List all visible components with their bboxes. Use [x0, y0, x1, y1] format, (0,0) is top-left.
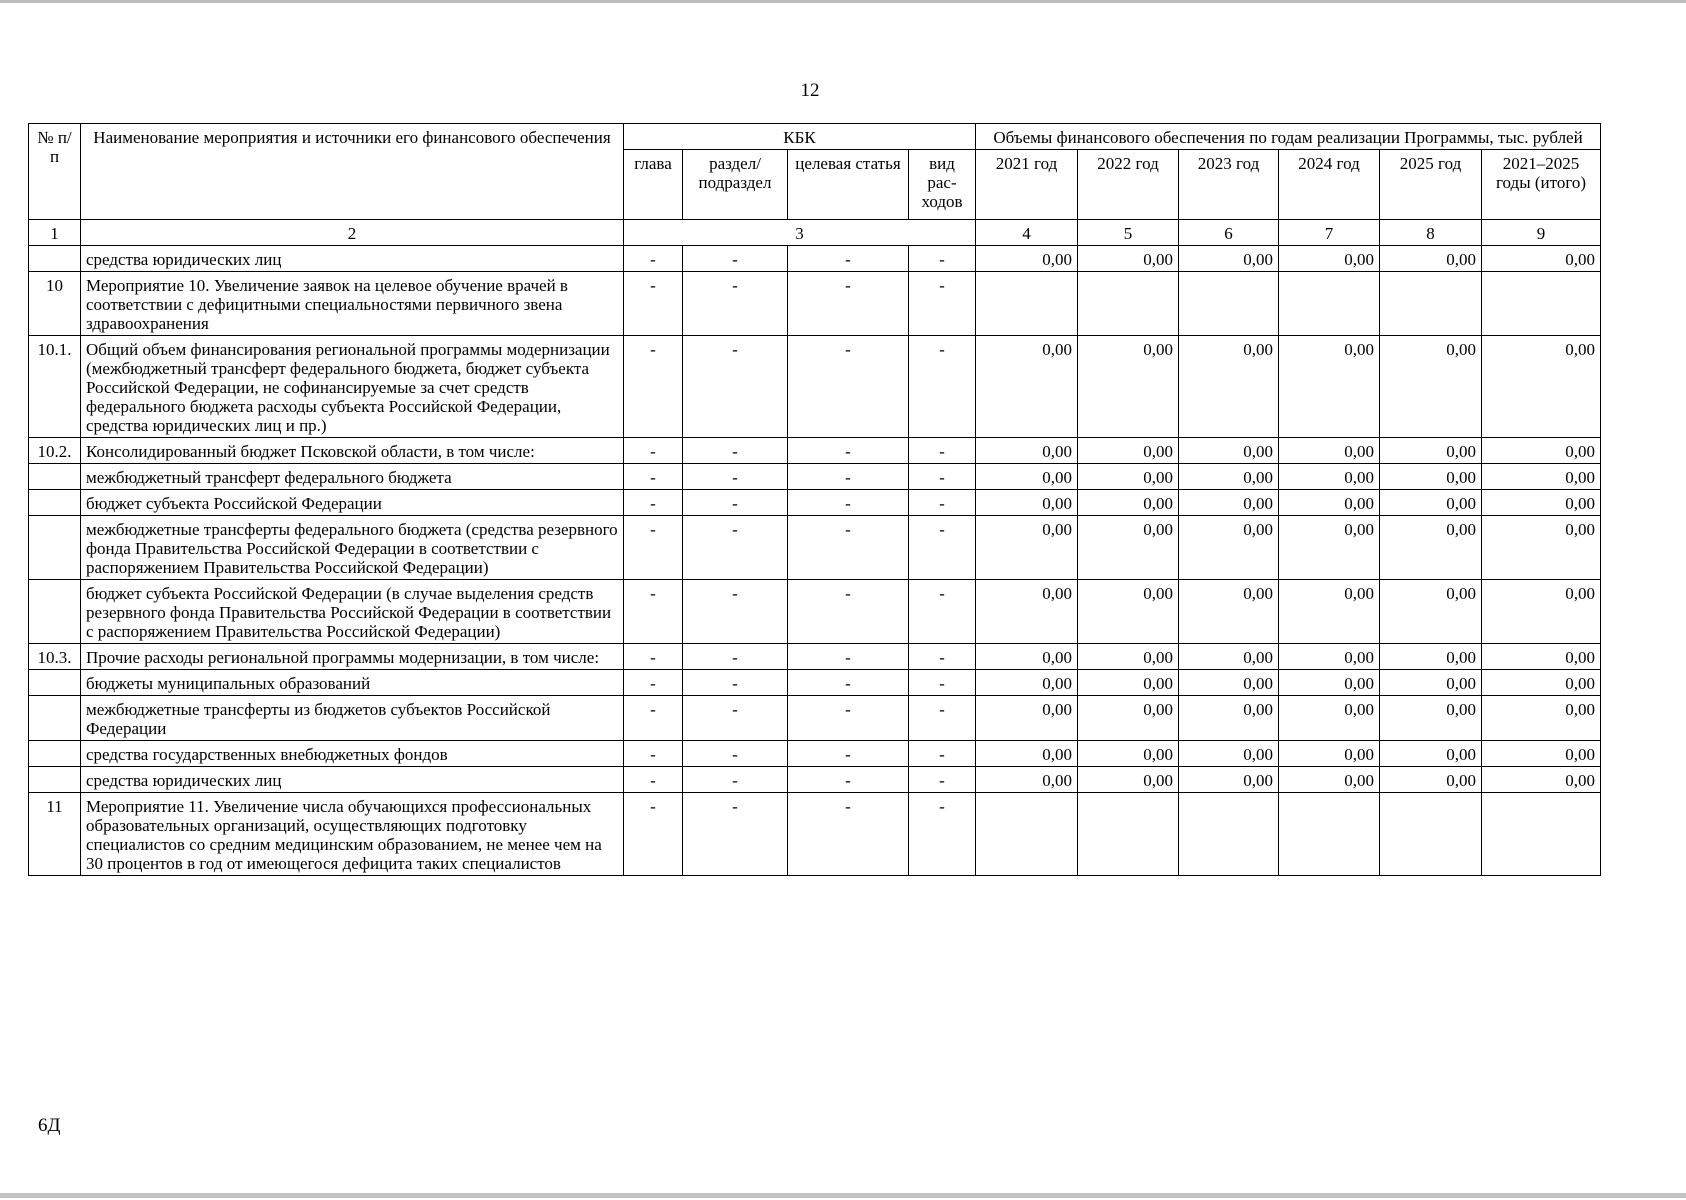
row-amount: 0,00	[1279, 696, 1380, 741]
row-amount	[1078, 793, 1179, 876]
row-number	[29, 580, 81, 644]
table-row	[29, 741, 1601, 767]
row-amount: 0,00	[1179, 741, 1279, 767]
row-number	[29, 464, 81, 490]
row-kbk-value: -	[909, 490, 976, 516]
col-number: 4	[976, 220, 1078, 246]
header-kbk-vid: вид рас- ходов	[909, 150, 976, 220]
row-amount: 0,00	[1279, 670, 1380, 696]
row-number: 10	[29, 272, 81, 336]
row-amount: 0,00	[1279, 644, 1380, 670]
financing-table	[28, 123, 1601, 876]
row-name: бюджет субъекта Российской Федерации	[81, 490, 624, 516]
row-amount: 0,00	[976, 644, 1078, 670]
row-amount: 0,00	[976, 580, 1078, 644]
row-kbk-value: -	[683, 336, 788, 438]
row-amount: 0,00	[1482, 246, 1601, 272]
row-kbk-value: -	[788, 580, 909, 644]
row-name: средства юридических лиц	[81, 246, 624, 272]
table-row	[29, 580, 1601, 644]
row-kbk-value: -	[624, 272, 683, 336]
table-row	[29, 516, 1601, 580]
header-row-1	[29, 124, 1601, 150]
row-amount: 0,00	[1279, 580, 1380, 644]
row-amount	[1380, 793, 1482, 876]
row-kbk-value: -	[683, 741, 788, 767]
row-number: 10.2.	[29, 438, 81, 464]
row-kbk-value: -	[909, 438, 976, 464]
row-amount: 0,00	[1078, 336, 1179, 438]
table-row	[29, 246, 1601, 272]
row-amount: 0,00	[1179, 246, 1279, 272]
row-amount: 0,00	[1482, 580, 1601, 644]
row-name: Общий объем финансирования региональной программы модернизации (межбюджетный трансферт федерального бюджета, бюджет субъекта Российской Федерации, не софинансируемые за счет средств федерального бюджета расходы субъекта Российской Федерации, средства юридических лиц и пр.)	[81, 336, 624, 438]
row-amount	[1482, 272, 1601, 336]
row-kbk-value: -	[624, 793, 683, 876]
row-amount: 0,00	[1179, 464, 1279, 490]
row-amount: 0,00	[1279, 246, 1380, 272]
row-amount: 0,00	[1078, 490, 1179, 516]
row-amount: 0,00	[1380, 490, 1482, 516]
row-amount: 0,00	[1380, 696, 1482, 741]
row-kbk-value: -	[909, 741, 976, 767]
row-kbk-value: -	[624, 767, 683, 793]
row-amount: 0,00	[1380, 767, 1482, 793]
row-name: межбюджетные трансферты федерального бюджета (средства резервного фонда Правительства Российской Федерации в соответствии с распоряжением Правительства Российской Федерации)	[81, 516, 624, 580]
row-amount: 0,00	[1279, 490, 1380, 516]
row-amount: 0,00	[1482, 464, 1601, 490]
row-amount: 0,00	[1078, 644, 1179, 670]
row-amount: 0,00	[1179, 438, 1279, 464]
row-amount	[1179, 793, 1279, 876]
row-number	[29, 767, 81, 793]
scan-edge-bottom	[0, 1193, 1686, 1198]
row-amount: 0,00	[1179, 336, 1279, 438]
header-kbk-razdel: раздел/ подраздел	[683, 150, 788, 220]
table-body	[29, 246, 1601, 876]
table-row	[29, 464, 1601, 490]
row-name: Мероприятие 10. Увеличение заявок на целевое обучение врачей в соответствии с дефицитными специальностями первичного звена здравоохранения	[81, 272, 624, 336]
row-name: Мероприятие 11. Увеличение числа обучающихся профессиональных образовательных организаций, осуществляющих подготовку специалистов со средним медицинским образованием, не менее чем на 30 процентов в год от имеющегося дефицита таких специалистов	[81, 793, 624, 876]
row-amount: 0,00	[1279, 741, 1380, 767]
footer-code: 6Д	[38, 1115, 61, 1136]
row-kbk-value: -	[788, 490, 909, 516]
header-col-no: № п/п	[29, 124, 81, 220]
scan-edge-top	[0, 0, 1686, 3]
row-number	[29, 670, 81, 696]
row-amount: 0,00	[976, 246, 1078, 272]
row-kbk-value: -	[909, 644, 976, 670]
row-kbk-value: -	[788, 670, 909, 696]
row-amount: 0,00	[1078, 767, 1179, 793]
row-kbk-value: -	[624, 490, 683, 516]
header-year-2021: 2021 год	[976, 150, 1078, 220]
row-amount: 0,00	[976, 438, 1078, 464]
row-kbk-value: -	[909, 246, 976, 272]
row-kbk-value: -	[683, 516, 788, 580]
row-amount: 0,00	[1179, 580, 1279, 644]
row-kbk-value: -	[683, 793, 788, 876]
row-kbk-value: -	[909, 793, 976, 876]
row-amount: 0,00	[1482, 767, 1601, 793]
header-year-total: 2021–2025 годы (итого)	[1482, 150, 1601, 220]
row-kbk-value: -	[624, 670, 683, 696]
row-name: межбюджетный трансферт федерального бюджета	[81, 464, 624, 490]
col-number: 5	[1078, 220, 1179, 246]
row-amount: 0,00	[1482, 696, 1601, 741]
col-number: 6	[1179, 220, 1279, 246]
row-amount: 0,00	[1279, 516, 1380, 580]
table-row	[29, 793, 1601, 876]
row-amount: 0,00	[1179, 670, 1279, 696]
row-amount: 0,00	[1482, 336, 1601, 438]
row-amount: 0,00	[976, 767, 1078, 793]
header-kbk: КБК	[624, 124, 976, 150]
row-name: Консолидированный бюджет Псковской области, в том числе:	[81, 438, 624, 464]
row-amount: 0,00	[1078, 670, 1179, 696]
row-amount: 0,00	[976, 516, 1078, 580]
row-kbk-value: -	[683, 490, 788, 516]
table-row	[29, 438, 1601, 464]
row-amount: 0,00	[1078, 516, 1179, 580]
row-kbk-value: -	[624, 246, 683, 272]
row-kbk-value: -	[683, 464, 788, 490]
header-year-2023: 2023 год	[1179, 150, 1279, 220]
row-amount	[1380, 272, 1482, 336]
row-amount: 0,00	[1482, 741, 1601, 767]
row-kbk-value: -	[624, 464, 683, 490]
row-amount: 0,00	[1078, 696, 1179, 741]
row-kbk-value: -	[788, 793, 909, 876]
row-amount: 0,00	[1078, 246, 1179, 272]
row-kbk-value: -	[788, 464, 909, 490]
row-amount: 0,00	[1078, 741, 1179, 767]
row-amount: 0,00	[1482, 438, 1601, 464]
row-kbk-value: -	[624, 696, 683, 741]
row-amount: 0,00	[1380, 741, 1482, 767]
row-kbk-value: -	[624, 580, 683, 644]
row-number	[29, 696, 81, 741]
row-amount: 0,00	[1380, 246, 1482, 272]
header-col-name: Наименование мероприятия и источники его финансового обеспечения	[81, 124, 624, 220]
row-amount: 0,00	[1179, 696, 1279, 741]
col-number: 3	[624, 220, 976, 246]
col-number: 8	[1380, 220, 1482, 246]
row-amount: 0,00	[1380, 438, 1482, 464]
row-number	[29, 516, 81, 580]
header-year-2024: 2024 год	[1279, 150, 1380, 220]
row-kbk-value: -	[683, 438, 788, 464]
row-amount	[1279, 272, 1380, 336]
row-amount: 0,00	[1279, 464, 1380, 490]
row-number: 10.1.	[29, 336, 81, 438]
row-amount: 0,00	[1279, 767, 1380, 793]
header-kbk-statya: целевая статья	[788, 150, 909, 220]
header-column-numbers	[29, 220, 1601, 246]
row-number: 11	[29, 793, 81, 876]
row-amount: 0,00	[1179, 490, 1279, 516]
row-kbk-value: -	[624, 644, 683, 670]
row-kbk-value: -	[788, 741, 909, 767]
row-amount: 0,00	[1482, 670, 1601, 696]
row-amount: 0,00	[1179, 767, 1279, 793]
row-amount: 0,00	[1380, 580, 1482, 644]
row-kbk-value: -	[683, 246, 788, 272]
row-kbk-value: -	[683, 580, 788, 644]
row-kbk-value: -	[788, 438, 909, 464]
row-amount: 0,00	[1482, 516, 1601, 580]
row-kbk-value: -	[683, 644, 788, 670]
row-amount: 0,00	[976, 464, 1078, 490]
row-kbk-value: -	[683, 670, 788, 696]
row-kbk-value: -	[909, 670, 976, 696]
row-name: средства государственных внебюджетных фондов	[81, 741, 624, 767]
row-amount: 0,00	[1380, 336, 1482, 438]
row-amount: 0,00	[1179, 644, 1279, 670]
row-kbk-value: -	[909, 580, 976, 644]
row-amount: 0,00	[1482, 490, 1601, 516]
row-amount: 0,00	[1279, 438, 1380, 464]
row-kbk-value: -	[624, 516, 683, 580]
row-amount: 0,00	[1078, 464, 1179, 490]
row-amount: 0,00	[1482, 644, 1601, 670]
row-amount: 0,00	[976, 741, 1078, 767]
row-number: 10.3.	[29, 644, 81, 670]
row-amount: 0,00	[1380, 670, 1482, 696]
row-kbk-value: -	[909, 696, 976, 741]
row-kbk-value: -	[909, 767, 976, 793]
row-kbk-value: -	[683, 696, 788, 741]
row-kbk-value: -	[909, 336, 976, 438]
row-kbk-value: -	[788, 246, 909, 272]
row-amount	[1279, 793, 1380, 876]
row-name: Прочие расходы региональной программы модернизации, в том числе:	[81, 644, 624, 670]
page-number: 12	[800, 80, 820, 101]
row-amount: 0,00	[1380, 644, 1482, 670]
row-number	[29, 741, 81, 767]
table-row	[29, 644, 1601, 670]
table-row	[29, 696, 1601, 741]
row-kbk-value: -	[788, 516, 909, 580]
row-amount: 0,00	[1279, 336, 1380, 438]
row-amount	[1482, 793, 1601, 876]
col-number: 7	[1279, 220, 1380, 246]
row-kbk-value: -	[624, 336, 683, 438]
row-kbk-value: -	[788, 644, 909, 670]
row-amount	[1179, 272, 1279, 336]
row-kbk-value: -	[788, 696, 909, 741]
table-row	[29, 336, 1601, 438]
col-number: 2	[81, 220, 624, 246]
row-kbk-value: -	[624, 438, 683, 464]
col-number: 1	[29, 220, 81, 246]
row-name: бюджеты муниципальных образований	[81, 670, 624, 696]
row-name: бюджет субъекта Российской Федерации (в случае выделения средств резервного фонда Правительства Российской Федерации в соответствии с распоряжением Правительства Российской Федерации)	[81, 580, 624, 644]
row-kbk-value: -	[683, 767, 788, 793]
header-year-2025: 2025 год	[1380, 150, 1482, 220]
col-number: 9	[1482, 220, 1601, 246]
table-row	[29, 670, 1601, 696]
row-kbk-value: -	[788, 272, 909, 336]
row-kbk-value: -	[683, 272, 788, 336]
row-name: межбюджетные трансферты из бюджетов субъектов Российской Федерации	[81, 696, 624, 741]
row-amount: 0,00	[976, 490, 1078, 516]
row-number	[29, 490, 81, 516]
row-amount: 0,00	[1179, 516, 1279, 580]
row-kbk-value: -	[909, 464, 976, 490]
row-name: средства юридических лиц	[81, 767, 624, 793]
row-amount: 0,00	[1078, 438, 1179, 464]
row-kbk-value: -	[788, 336, 909, 438]
row-amount	[1078, 272, 1179, 336]
table-row	[29, 767, 1601, 793]
row-amount: 0,00	[976, 696, 1078, 741]
row-amount: 0,00	[1380, 516, 1482, 580]
row-kbk-value: -	[788, 767, 909, 793]
row-amount: 0,00	[1078, 580, 1179, 644]
header-kbk-glava: глава	[624, 150, 683, 220]
row-amount: 0,00	[1380, 464, 1482, 490]
row-amount	[976, 272, 1078, 336]
row-amount: 0,00	[976, 670, 1078, 696]
row-number	[29, 246, 81, 272]
row-kbk-value: -	[909, 272, 976, 336]
row-amount: 0,00	[976, 336, 1078, 438]
row-kbk-value: -	[624, 741, 683, 767]
table-row	[29, 272, 1601, 336]
row-kbk-value: -	[909, 516, 976, 580]
header-volumes: Объемы финансового обеспечения по годам реализации Программы, тыс. рублей	[976, 124, 1601, 150]
row-amount	[976, 793, 1078, 876]
header-year-2022: 2022 год	[1078, 150, 1179, 220]
table-row	[29, 490, 1601, 516]
